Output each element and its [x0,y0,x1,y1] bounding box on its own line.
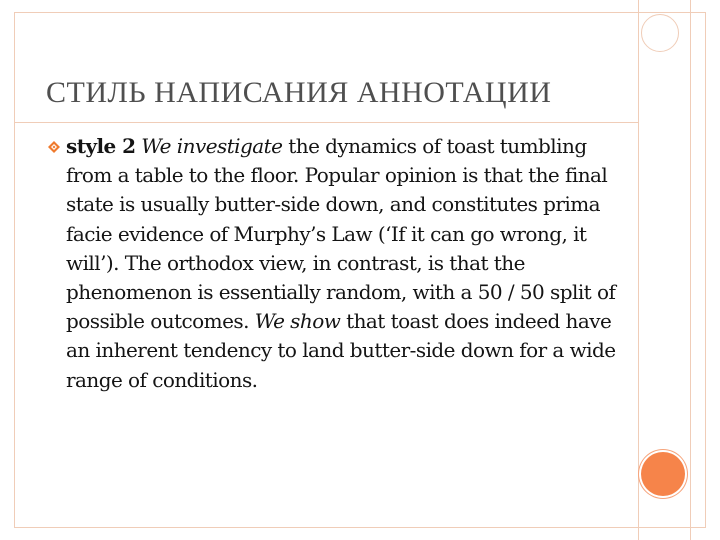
abstract-paragraph [66,132,626,395]
style-label: style 2 [66,134,136,158]
decorative-vertical-line [638,0,639,540]
title-divider [14,122,638,123]
slide-title: СТИЛЬ НАПИСАНИЯ АННОТАЦИИ [46,76,552,109]
paragraph-text-2: that toast does indeed have an inherent tendency to land butter-side down for a wide range of conditions. [66,309,616,392]
decorative-vertical-line [690,0,691,540]
diamond-bullet-icon [48,141,60,153]
decorative-circle-outline [641,14,679,52]
decorative-circle-filled [641,452,685,496]
emphasis-we-show: We show [254,309,341,334]
paragraph-text-1: the dynamics of toast tumbling from a table to the floor. Popular opinion is that the final state is usually butter-side down, and constitutes prima facie evidence of Murphy’s Law (‘If it can go wrong, it will’). The orthodox view, in contrast, is that the phenomenon is essentially random, with a 50 / 50 split of possible outcomes. [66,134,616,334]
emphasis-we-investigate: We investigate [141,134,283,158]
